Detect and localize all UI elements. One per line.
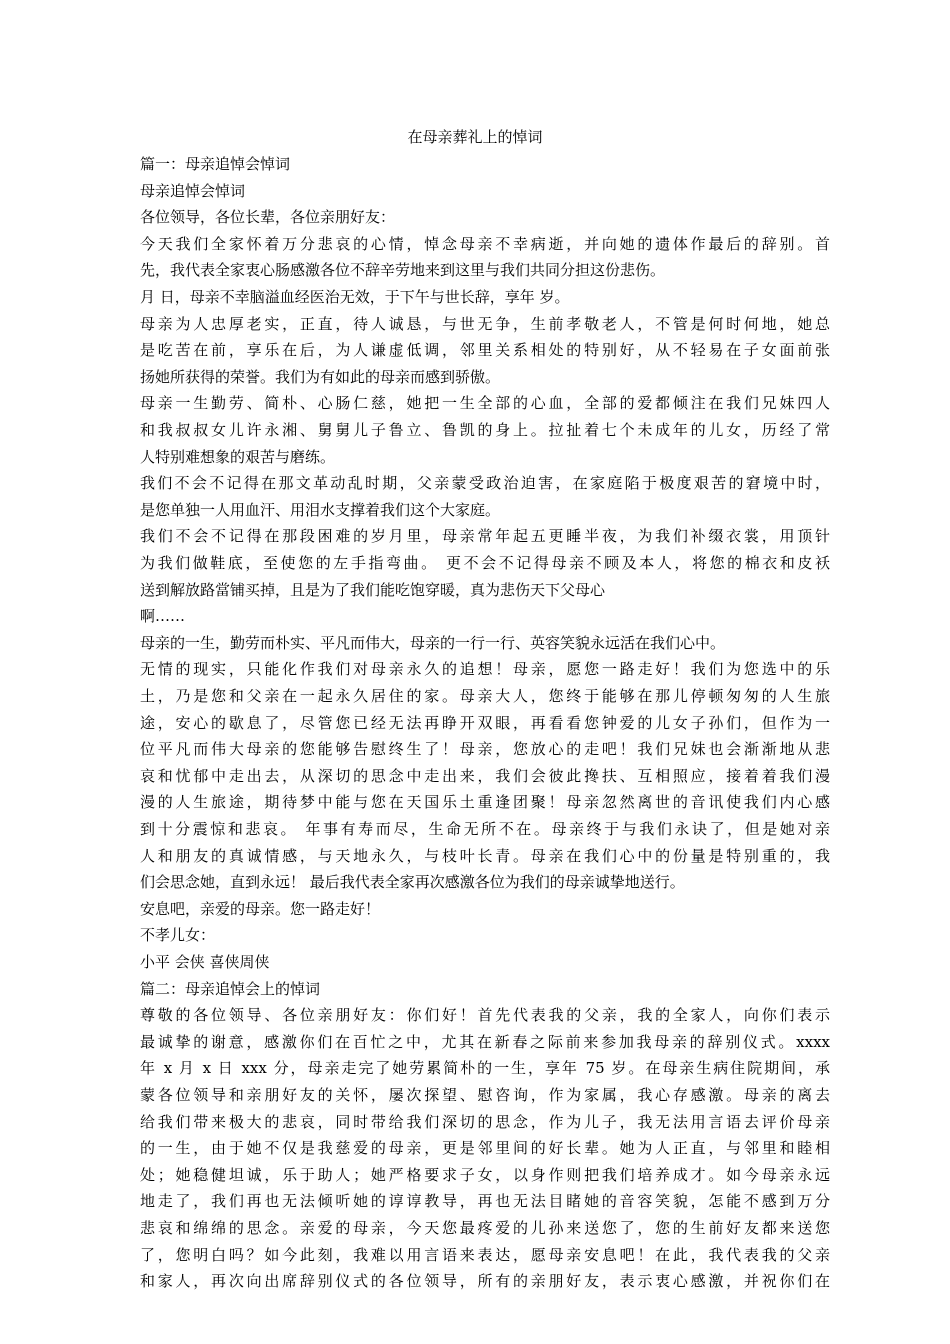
paragraph-line: 人和朋友的真诚情感，与天地永久，与枝叶长青。母亲在我们心中的份量是特别重的，我 xyxy=(140,847,830,865)
paragraph-line: 处；她稳健坦诚，乐于助人；她严格要求子女，以身作则把我们培养成才。如今母亲永远 xyxy=(140,1166,830,1184)
paragraph-line: 母亲一生勤劳、简朴、心肠仁慈，她把一生全部的心血，全部的爱都倾注在我们兄妹四人 xyxy=(140,394,830,412)
paragraph-line: 人特别难想象的艰苦与磨练。 xyxy=(140,448,336,466)
paragraph-line: 位平凡而伟大母亲的您能够告慰终生了！母亲，您放心的走吧！我们兄妹也会渐渐地从悲 xyxy=(140,740,830,758)
paragraph-line: 土，乃是您和父亲在一起永久居住的家。母亲大人，您终于能够在那儿停顿匆匆的人生旅 xyxy=(140,687,830,705)
paragraph-line: 尊敬的各位领导、各位亲朋好友：你们好！首先代表我的父亲，我的全家人，向你们表示 xyxy=(140,1006,830,1024)
paragraph-line: 和家人，再次向出席辞别仪式的各位领导，所有的亲朋好友，表示衷心感激，并祝你们在 xyxy=(140,1272,830,1290)
paragraph-line: 母亲为人忠厚老实，正直，待人诚恳，与世无争，生前孝敬老人，不管是何时何地，她总 xyxy=(140,315,830,333)
paragraph-line: 我们不会不记得在那段困难的岁月里，母亲常年起五更睡半夜，为我们补缀衣裳，用顶针 xyxy=(140,527,830,545)
paragraph-line: 最诚挚的谢意，感激你们在百忙之中，尤其在新春之际前来参加我母亲的辞别仪式。xxxx xyxy=(140,1033,830,1051)
paragraph-line: 和我叔叔女儿许永湘、舅舅儿子鲁立、鲁凯的身上。拉扯着七个未成年的儿女，历经了常 xyxy=(140,421,830,439)
paragraph-line: 我们不会不记得在那文革动乱时期，父亲蒙受政治迫害，在家庭陷于极度艰苦的窘境中时， xyxy=(140,474,830,492)
paragraph-line: 年 x 月 x 日 xxx 分，母亲走完了她劳累简朴的一生，享年 75 岁。在母亲生病住院期间，承 xyxy=(140,1059,830,1077)
paragraph-line: 是吃苦在前，享乐在后，为人谦虚低调，邻里关系相处的特别好，从不轻易在子女面前张 xyxy=(140,341,830,359)
paragraph-line: 漫的人生旅途，期待梦中能与您在天国乐土重逢团聚！母亲忽然离世的音讯使我们内心感 xyxy=(140,793,830,811)
paragraph-line: 到十分震惊和悲哀。 年事有寿而尽，生命无所不在。母亲终于与我们永诀了，但是她对亲 xyxy=(140,820,830,838)
paragraph-line: 了，您明白吗？如今此刻，我难以用言语来表达，愿母亲安息吧！在此，我代表我的父亲 xyxy=(140,1246,830,1264)
paragraph-line: 篇一：母亲追悼会悼词 xyxy=(140,155,291,173)
paragraph-line: 哀和忧郁中走出去，从深切的思念中走出来，我们会彼此搀扶、互相照应，接着着我们漫 xyxy=(140,767,830,785)
paragraph-line: 今天我们全家怀着万分悲哀的心情，悼念母亲不幸病逝，并向她的遗体作最后的辞别。首 xyxy=(140,235,830,253)
paragraph-line: 母亲的一生，勤劳而朴实、平凡而伟大，母亲的一行一行、英容笑貌永远活在我们心中。 xyxy=(140,634,726,652)
document-title: 在母亲葬礼上的悼词 xyxy=(407,128,543,146)
paragraph-line: 各位领导，各位长辈，各位亲朋好友： xyxy=(140,208,396,226)
paragraph-line: 月 日，母亲不幸脑溢血经医治无效，于下午与世长辞，享年 岁。 xyxy=(140,288,570,306)
paragraph-line: 是您单独一人用血汗、用泪水支撑着我们这个大家庭。 xyxy=(140,501,501,519)
paragraph-line: 无情的现实，只能化作我们对母亲永久的追想！母亲，愿您一路走好！我们为您选中的乐 xyxy=(140,660,830,678)
paragraph-line: 不孝儿女： xyxy=(140,926,216,944)
paragraph-line: 的一生，由于她不仅是我慈爱的母亲，更是邻里间的好长辈。她为人正直，与邻里和睦相 xyxy=(140,1139,830,1157)
paragraph-line: 地走了，我们再也无法倾听她的谆谆教导，再也无法目睹她的音容笑貌，怎能不感到万分 xyxy=(140,1192,830,1210)
paragraph-line: 给我们带来极大的悲哀，同时带给我们深切的思念，作为儿子，我无法用言语去评价母亲 xyxy=(140,1113,830,1131)
paragraph-line: 篇二：母亲追悼会上的悼词 xyxy=(140,980,321,998)
paragraph-line: 们会思念她，直到永远！ 最后我代表全家再次感激各位为我们的母亲诚挚地送行。 xyxy=(140,873,685,891)
paragraph-line: 途，安心的歇息了，尽管您已经无法再睁开双眼，再看看您钟爱的儿女子孙们，但作为一 xyxy=(140,714,830,732)
paragraph-line: 扬她所获得的荣誉。我们为有如此的母亲而感到骄傲。 xyxy=(140,368,501,386)
paragraph-line: 先，我代表全家衷心肠感激各位不辞辛劳地来到这里与我们共同分担这份悲伤。 xyxy=(140,261,666,279)
paragraph-line: 送到解放路當铺买掉，且是为了我们能吃饱穿暖，真为悲伤天下父母心 xyxy=(140,581,606,599)
paragraph-line: 蒙各位领导和亲朋好友的关怀，屡次探望、慰咨询，作为家属，我心存感激。母亲的离去 xyxy=(140,1086,830,1104)
paragraph-line: 母亲追悼会悼词 xyxy=(140,182,246,200)
paragraph-line: 小平 会侠 喜侠周侠 xyxy=(140,953,270,971)
paragraph-line: 为我们做鞋底，至使您的左手指弯曲。 更不会不记得母亲不顾及本人，将您的棉衣和皮袄 xyxy=(140,554,830,572)
paragraph-line: 啊…… xyxy=(140,607,186,625)
paragraph-line: 悲哀和绵绵的思念。亲爱的母亲，今天您最疼爱的儿孙来送您了，您的生前好友都来送您 xyxy=(140,1219,830,1237)
paragraph-line: 安息吧，亲爱的母亲。您一路走好！ xyxy=(140,900,381,918)
